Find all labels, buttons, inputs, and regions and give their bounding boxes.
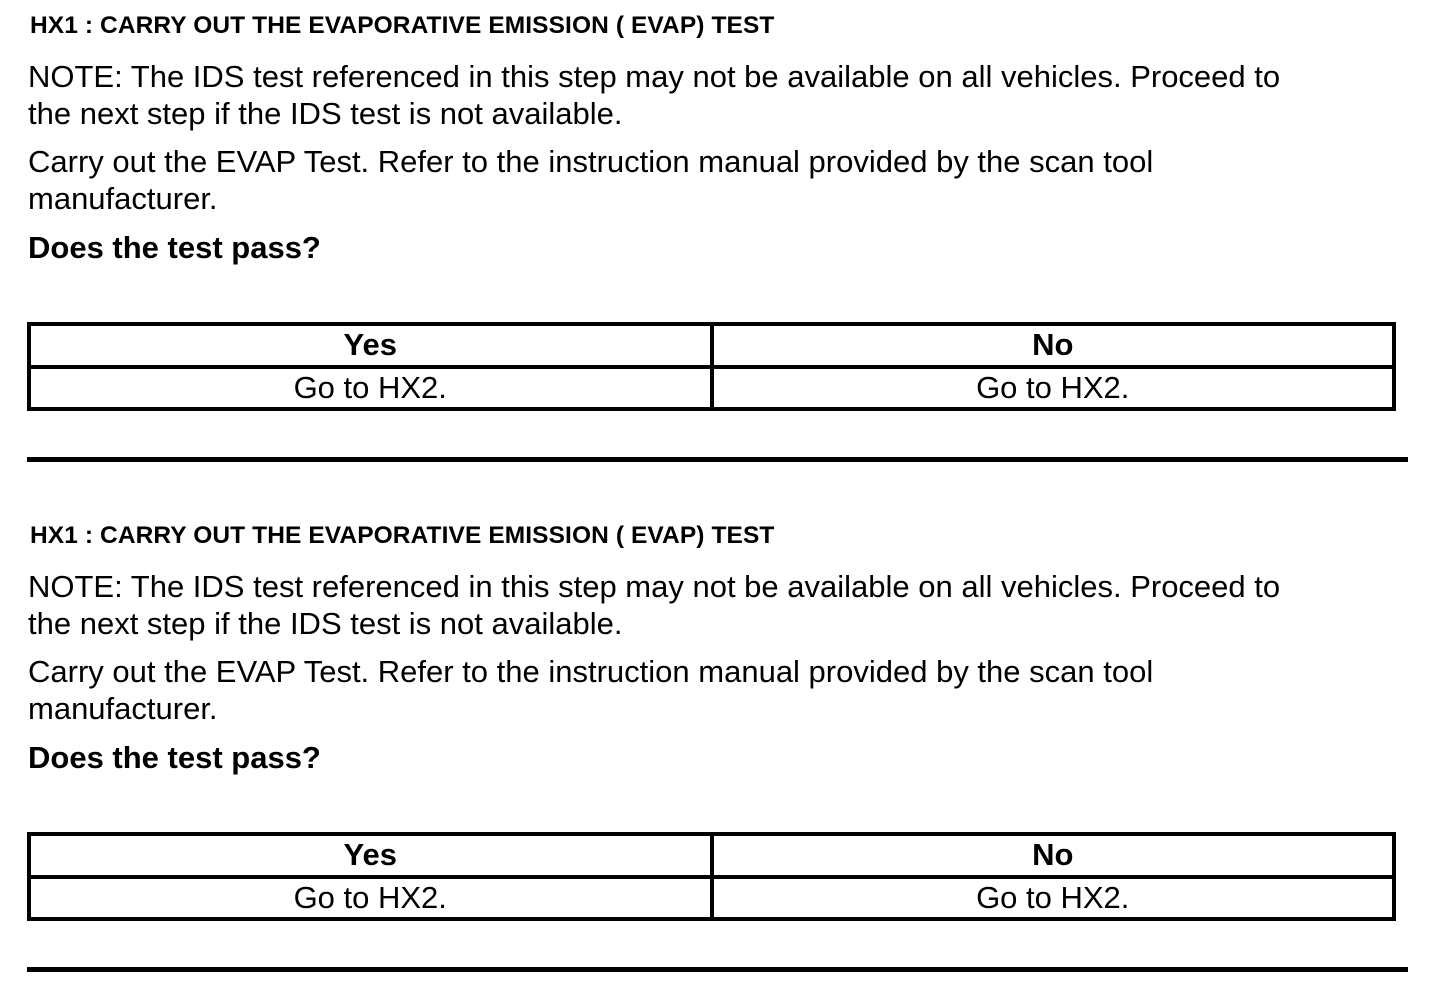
step-note — [28, 58, 1428, 132]
outcome-header-no: No — [712, 834, 1395, 877]
step-question: Does the test pass? — [28, 740, 321, 775]
outcome-table — [27, 832, 1396, 921]
step-note — [28, 568, 1428, 642]
outcome-header-yes: Yes — [29, 324, 712, 367]
instruction-line-2: manufacturer. — [28, 691, 218, 726]
step-question: Does the test pass? — [28, 230, 321, 265]
instruction-line-1: Carry out the EVAP Test. Refer to the instruction manual provided by the scan tool — [28, 144, 1154, 179]
step-title: HX1 : CARRY OUT THE EVAPORATIVE EMISSION ( EVAP) TEST — [30, 522, 775, 549]
outcome-action-no: Go to HX2. — [712, 877, 1395, 920]
step-title: HX1 : CARRY OUT THE EVAPORATIVE EMISSION ( EVAP) TEST — [30, 12, 775, 39]
outcome-action-yes: Go to HX2. — [29, 367, 712, 410]
instruction-line-2: manufacturer. — [28, 181, 218, 216]
step-separator — [27, 967, 1408, 972]
step-separator — [27, 457, 1408, 462]
note-line-2: the next step if the IDS test is not available. — [28, 606, 623, 641]
outcome-action-row — [29, 877, 1394, 920]
outcome-header-row — [29, 834, 1394, 877]
outcome-action-yes: Go to HX2. — [29, 877, 712, 920]
outcome-action-no: Go to HX2. — [712, 367, 1395, 410]
instruction-line-1: Carry out the EVAP Test. Refer to the instruction manual provided by the scan tool — [28, 654, 1154, 689]
step-instruction — [28, 143, 1428, 217]
outcome-table — [27, 322, 1396, 411]
outcome-header-no: No — [712, 324, 1395, 367]
step-instruction — [28, 653, 1428, 727]
outcome-header-yes: Yes — [29, 834, 712, 877]
outcome-header-row — [29, 324, 1394, 367]
note-line-1: NOTE: The IDS test referenced in this step may not be available on all vehicles. Proceed to — [28, 59, 1281, 94]
outcome-action-row — [29, 367, 1394, 410]
note-line-2: the next step if the IDS test is not available. — [28, 96, 623, 131]
note-line-1: NOTE: The IDS test referenced in this step may not be available on all vehicles. Proceed to — [28, 569, 1281, 604]
